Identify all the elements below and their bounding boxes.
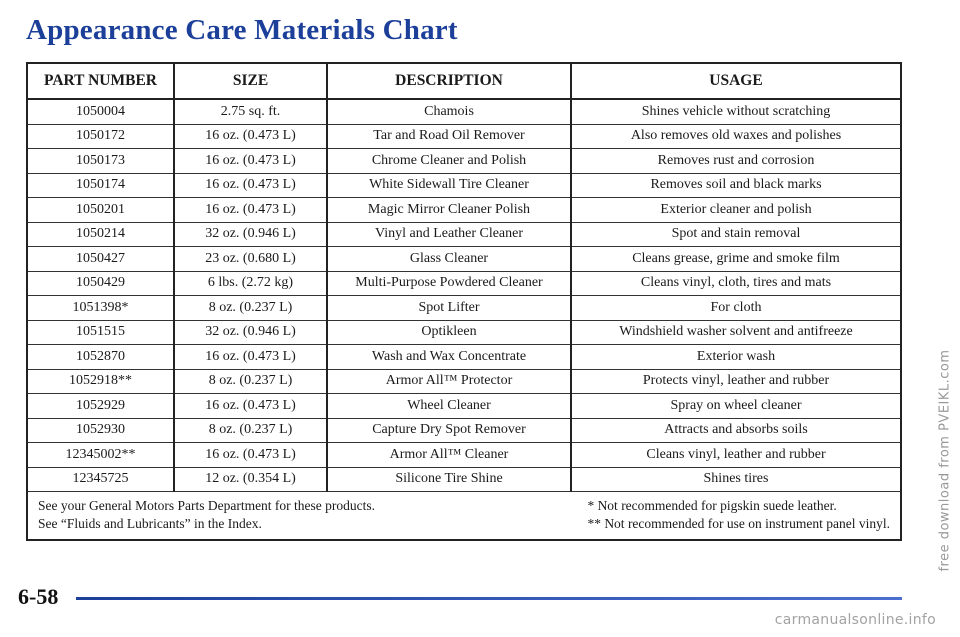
part-number-cell: 1050174 [28,173,174,198]
header-part-number: PART NUMBER [28,64,174,99]
usage-cell: Protects vinyl, leather and rubber [571,369,900,394]
description-cell: Wash and Wax Concentrate [327,345,571,370]
header-size: SIZE [174,64,327,99]
part-number-cell: 1051515 [28,320,174,345]
description-cell: Chrome Cleaner and Polish [327,149,571,174]
footnote-single-asterisk: * Not recommended for pigskin suede leather. [587,498,837,513]
footnote-double-asterisk: ** Not recommended for use on instrument panel vinyl. [587,516,890,531]
part-number-cell: 1052870 [28,345,174,370]
footer-rule [76,597,902,600]
table-row [28,124,900,149]
size-cell: 16 oz. (0.473 L) [174,394,327,419]
table-body [28,99,900,492]
part-number-cell: 1050427 [28,247,174,272]
table-row [28,149,900,174]
table-row [28,418,900,443]
size-cell: 32 oz. (0.946 L) [174,320,327,345]
side-watermark [932,290,958,630]
usage-cell: Exterior wash [571,345,900,370]
table-row [28,198,900,223]
size-cell: 2.75 sq. ft. [174,99,327,124]
header-usage: USAGE [571,64,900,99]
usage-cell: Cleans grease, grime and smoke film [571,247,900,272]
usage-cell: Removes rust and corrosion [571,149,900,174]
description-cell: Chamois [327,99,571,124]
description-cell: Glass Cleaner [327,247,571,272]
size-cell: 8 oz. (0.237 L) [174,369,327,394]
page-number: 6-58 [18,584,59,609]
size-cell: 23 oz. (0.680 L) [174,247,327,272]
usage-cell: Spray on wheel cleaner [571,394,900,419]
size-cell: 12 oz. (0.354 L) [174,467,327,492]
notes-right [587,497,890,533]
description-cell: Armor All™ Protector [327,369,571,394]
usage-cell: Shines tires [571,467,900,492]
part-number-cell: 1050173 [28,149,174,174]
part-number-cell: 1050172 [28,124,174,149]
part-number-cell: 1050201 [28,198,174,223]
table-row [28,369,900,394]
usage-cell: Attracts and absorbs soils [571,418,900,443]
size-cell: 16 oz. (0.473 L) [174,198,327,223]
description-cell: Magic Mirror Cleaner Polish [327,198,571,223]
table-row [28,222,900,247]
materials-table [28,64,900,492]
note-fluids-reference: See “Fluids and Lubricants” in the Index. [38,516,262,531]
size-cell: 16 oz. (0.473 L) [174,443,327,468]
part-number-cell: 1052918** [28,369,174,394]
description-cell: Silicone Tire Shine [327,467,571,492]
usage-cell: Windshield washer solvent and antifreeze [571,320,900,345]
table-row [28,443,900,468]
usage-cell: Spot and stain removal [571,222,900,247]
part-number-cell: 12345725 [28,467,174,492]
usage-cell: Removes soil and black marks [571,173,900,198]
size-cell: 8 oz. (0.237 L) [174,418,327,443]
description-cell: Wheel Cleaner [327,394,571,419]
notes-left [38,497,375,533]
part-number-cell: 1052930 [28,418,174,443]
description-cell: Multi-Purpose Powdered Cleaner [327,271,571,296]
header-description: DESCRIPTION [327,64,571,99]
size-cell: 16 oz. (0.473 L) [174,173,327,198]
description-cell: Optikleen [327,320,571,345]
table-row [28,173,900,198]
size-cell: 16 oz. (0.473 L) [174,149,327,174]
note-parts-department: See your General Motors Parts Department for these products. [38,498,376,513]
usage-cell: Exterior cleaner and polish [571,198,900,223]
materials-chart [26,62,902,541]
usage-cell: Cleans vinyl, leather and rubber [571,443,900,468]
bottom-watermark: carmanualsonline.info [774,612,936,628]
page-title: Appearance Care Materials Chart [26,14,458,46]
table-row [28,99,900,124]
part-number-cell: 1050429 [28,271,174,296]
size-cell: 16 oz. (0.473 L) [174,124,327,149]
usage-cell: Also removes old waxes and polishes [571,124,900,149]
usage-cell: For cloth [571,296,900,321]
side-watermark-text: free download from PVEIKL.com [937,348,953,572]
size-cell: 6 lbs. (2.72 kg) [174,271,327,296]
size-cell: 8 oz. (0.237 L) [174,296,327,321]
part-number-cell: 1050004 [28,99,174,124]
description-cell: Vinyl and Leather Cleaner [327,222,571,247]
size-cell: 32 oz. (0.946 L) [174,222,327,247]
description-cell: Armor All™ Cleaner [327,443,571,468]
table-row [28,394,900,419]
table-row [28,296,900,321]
chart-notes [28,492,900,539]
usage-cell: Cleans vinyl, cloth, tires and mats [571,271,900,296]
description-cell: Capture Dry Spot Remover [327,418,571,443]
description-cell: White Sidewall Tire Cleaner [327,173,571,198]
table-row [28,247,900,272]
usage-cell: Shines vehicle without scratching [571,99,900,124]
table-row [28,345,900,370]
description-cell: Tar and Road Oil Remover [327,124,571,149]
part-number-cell: 1050214 [28,222,174,247]
size-cell: 16 oz. (0.473 L) [174,345,327,370]
table-row [28,467,900,492]
table-row [28,271,900,296]
part-number-cell: 1052929 [28,394,174,419]
table-header-row [28,64,900,99]
part-number-cell: 1051398* [28,296,174,321]
table-row [28,320,900,345]
description-cell: Spot Lifter [327,296,571,321]
part-number-cell: 12345002** [28,443,174,468]
